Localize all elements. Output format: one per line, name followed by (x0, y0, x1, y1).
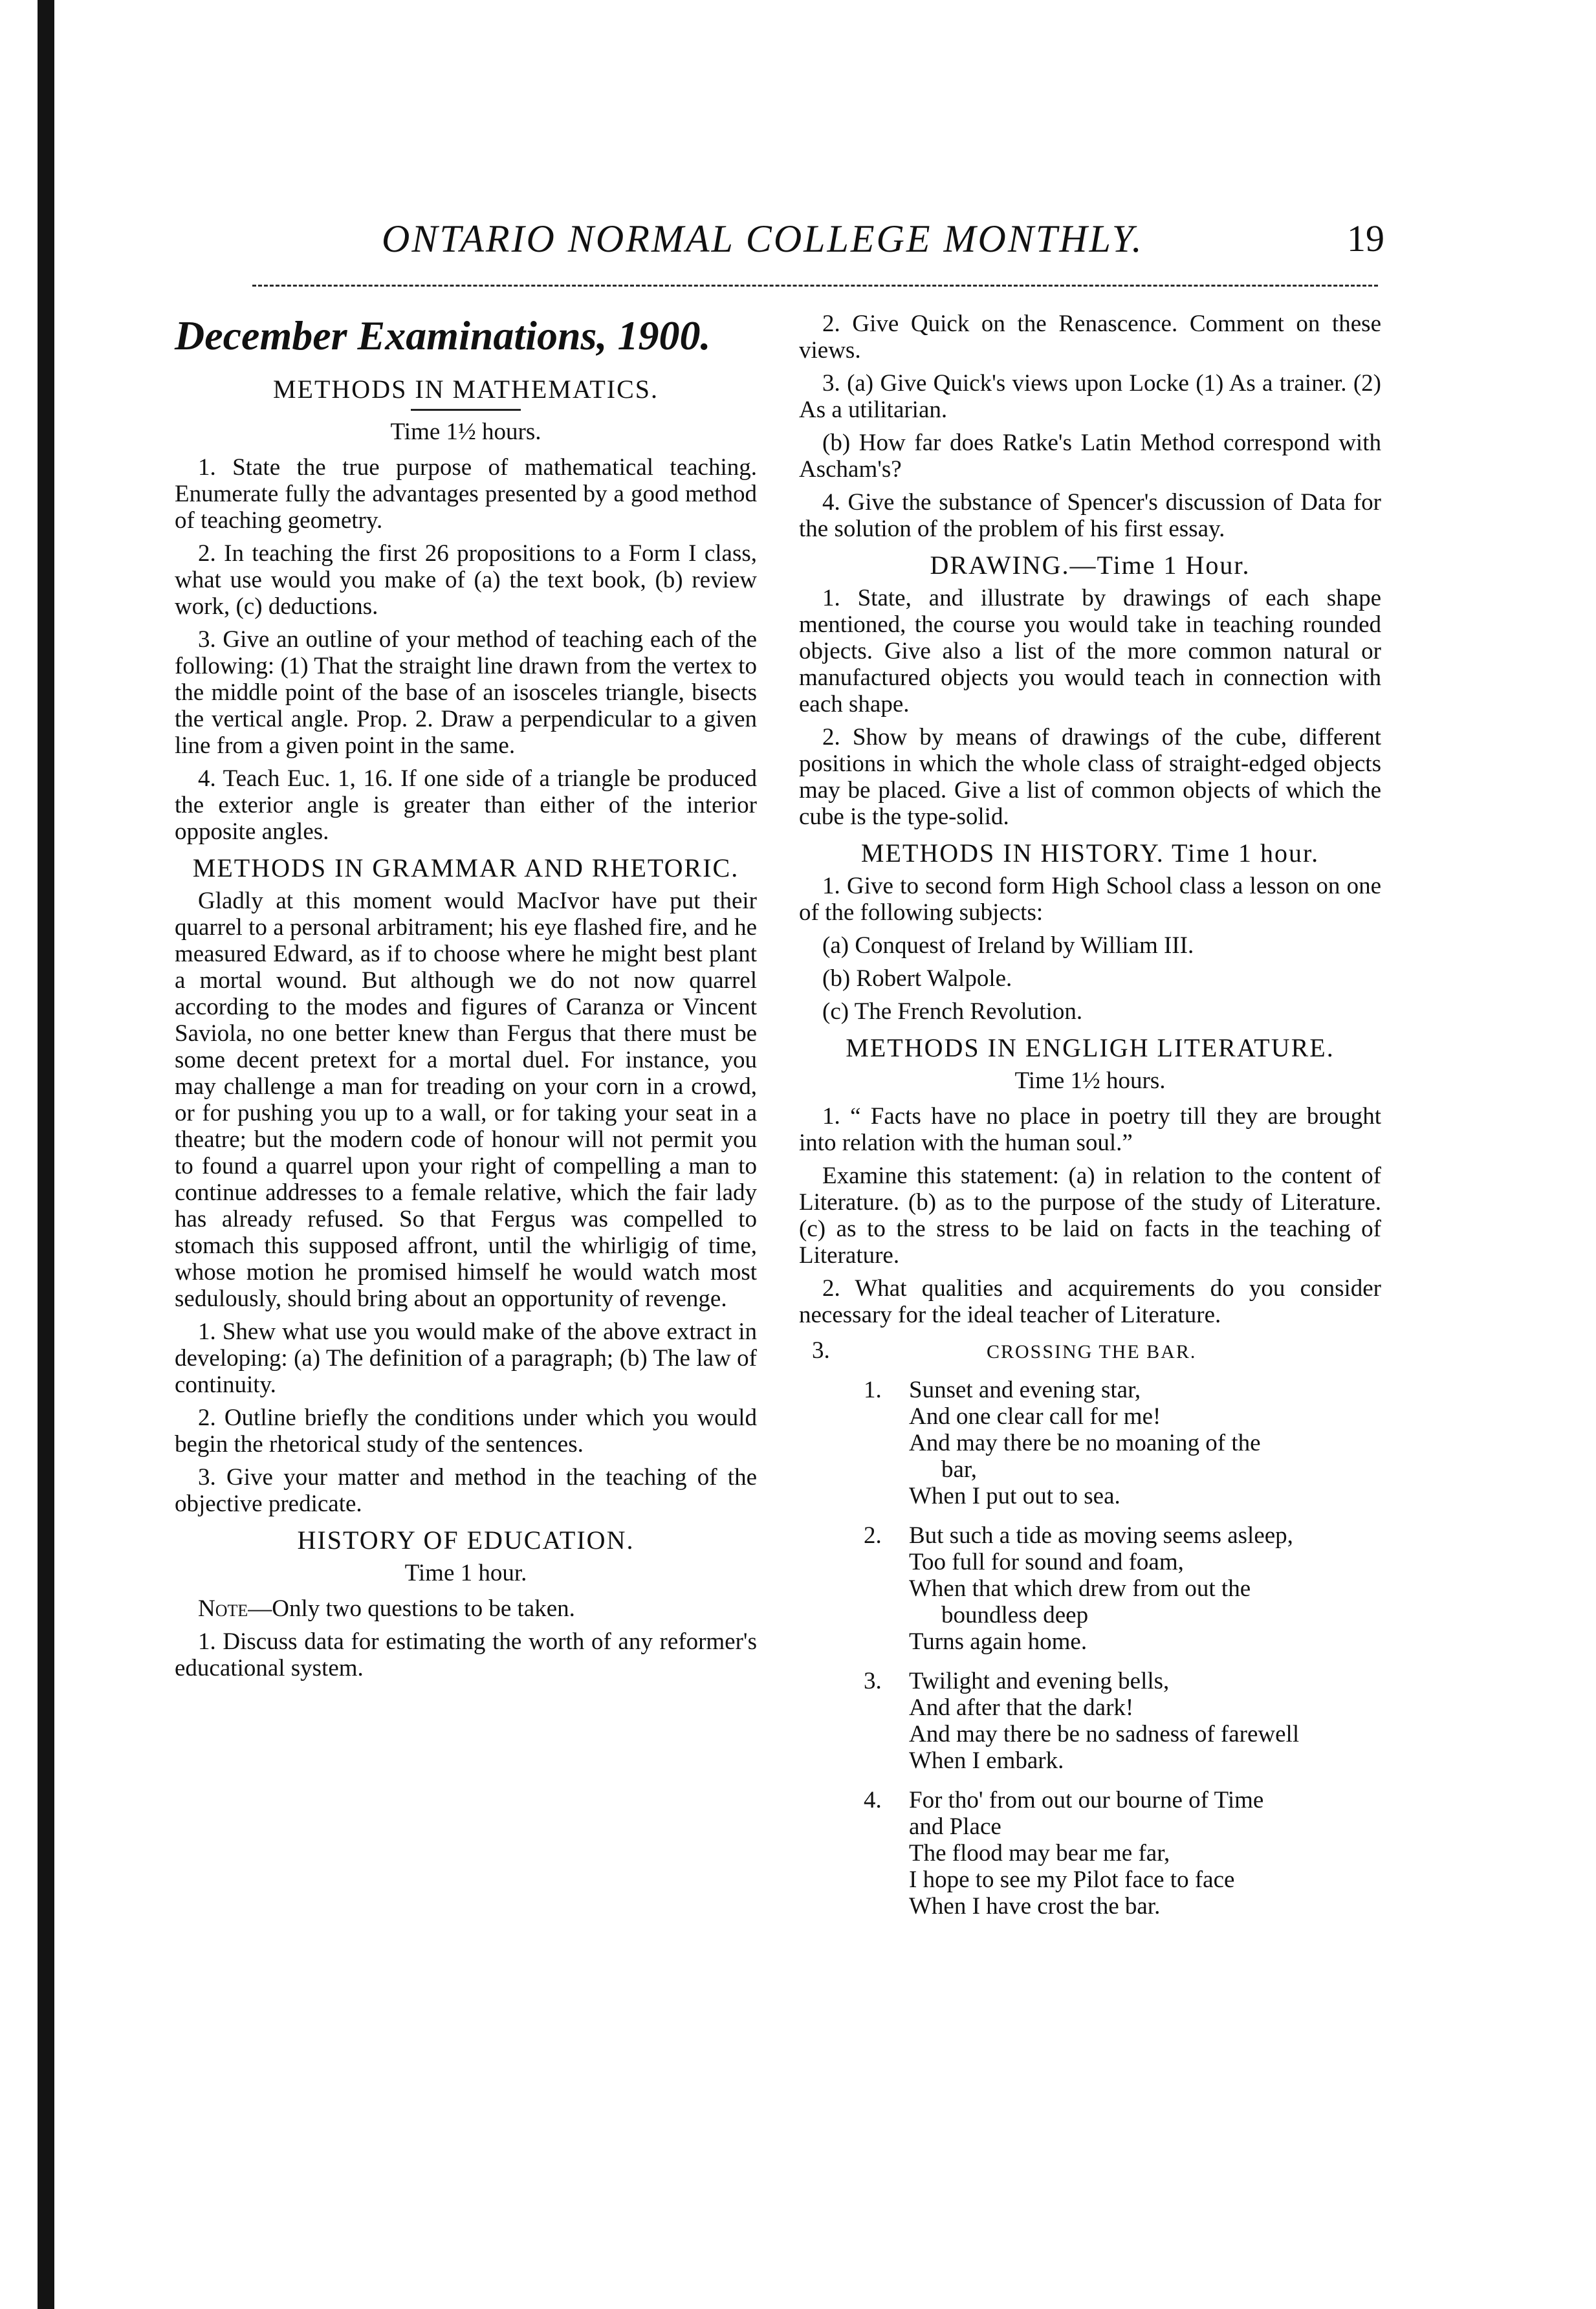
poem-line (864, 1787, 1381, 1813)
poem-line: When I have crost the bar. (909, 1893, 1161, 1920)
question: 4. Teach Euc. 1, 16. If one side of a triangle be produced the exterior angle is greater than either of the interior opposite angles. (175, 765, 757, 845)
exam-note (175, 1595, 757, 1622)
poem-line (864, 1668, 1381, 1694)
section-heading-literature: METHODS IN ENGLIGH LITERATURE. (846, 1033, 1335, 1062)
header-rule (252, 285, 1378, 287)
sub-option: (b) Robert Walpole. (822, 965, 1012, 992)
poem-stanza (799, 1522, 1381, 1655)
question: 1. State the true purpose of mathematical teaching. Enumerate fully the advantages presented by a good method of teaching geometry. (175, 454, 757, 534)
question: 3. Give an outline of your method of teaching each of the following: (1) That the straight line drawn from the vertex to the middle point of the base of an isosceles triangle, bisects the vertical angle. Prop. 2. Draw a perpendicular to a given line from a given point in the same. (175, 626, 757, 759)
question: 3. Give your matter and method in the teaching of the objective predicate. (175, 1464, 757, 1517)
stanza-number: 1. (864, 1377, 882, 1403)
poem-line-text: Sunset and evening star, (909, 1377, 1141, 1403)
poem-line (864, 1522, 1381, 1549)
poem-line: bar, (941, 1456, 978, 1483)
poem-heading (799, 1337, 1381, 1365)
poem-line: boundless deep (941, 1602, 1089, 1628)
question: 1. Shew what use you would make of the above extract in developing: (a) The definition of a paragraph; (b) The law of continuity. (175, 1319, 757, 1398)
question: 2. Outline briefly the conditions under which you would begin the rhetorical study of the sentences. (175, 1405, 757, 1458)
section-heading-drawing: DRAWING.—Time 1 Hour. (930, 551, 1251, 580)
question: 2. What qualities and acquirements do you consider necessary for the ideal teacher of Literature. (799, 1275, 1381, 1328)
poem-title: CROSSING THE BAR. (987, 1341, 1197, 1362)
stanza-number: 4. (864, 1787, 882, 1813)
question: 1. State, and illustrate by drawings of each shape mentioned, the course you would take in teaching rounded objects. Give also a list of the more common natural or manufactured objects you would teach in connection with each shape. (799, 585, 1381, 717)
extract-passage: Gladly at this moment would MacIvor have put their quarrel to a personal arbitrament; his eye flashed fire, and he measured Edward, as if to choose where he might best plant a mortal wound. But although we do not now quarrel according to the modes and figures of Caranza or Vincent Saviola, no one better knew than Fergus that there must be some decent pretext for a mortal duel. For instance, you may challenge a man for treading on your corn in a crowd, or for pushing you up to a wall, or for taking your seat in a theatre; but the modern code of honour will not permit you to found a quarrel upon your right of compelling a man to continue addresses to a female relative, which the fair lady has already refused. So that Fergus was compelled to stomach this supposed affront, until the whirligig of time, whose motion he promised himself he would watch most sedulously, should bring about an opportunity of revenge. (175, 888, 757, 1312)
page-header (382, 217, 1404, 275)
question: 1. “ Facts have no place in poetry till they are brought into relation with the human soul.” (799, 1103, 1381, 1156)
question: 3. (a) Give Quick's views upon Locke (1) As a trainer. (2) As a utilitarian. (799, 370, 1381, 423)
poem-line: The flood may bear me far, (909, 1840, 1170, 1866)
section-heading-history-of-education: HISTORY OF EDUCATION. (297, 1526, 635, 1555)
section-heading-mathematics: METHODS IN MATHEMATICS. (272, 375, 659, 404)
poem-stanza (799, 1787, 1381, 1920)
poem-stanza (799, 1377, 1381, 1509)
section-time: Time 1 hour. (404, 1560, 527, 1586)
question: 2. Show by means of drawings of the cube, different positions in which the whole class of straight-edged objects may be placed. Give a list of common objects of which the cube is the type-solid. (799, 724, 1381, 830)
stanza-number: 2. (864, 1522, 882, 1549)
sub-option: (a) Conquest of Ireland by William III. (822, 932, 1194, 959)
poem-line-text: Twilight and evening bells, (909, 1668, 1170, 1694)
poem-line: When I put out to sea. (909, 1483, 1120, 1509)
poem-line: And may there be no moaning of the (909, 1430, 1261, 1456)
question: (b) How far does Ratke's Latin Method correspond with Ascham's? (799, 430, 1381, 483)
page-number: 19 (1347, 217, 1384, 259)
poem-line (864, 1377, 1381, 1403)
section-time: Time 1½ hours. (390, 419, 541, 445)
poem-line: I hope to see my Pilot face to face (909, 1866, 1235, 1893)
question: 4. Give the substance of Spencer's discussion of Data for the solution of the problem of his first essay. (799, 489, 1381, 542)
poem-line-text: For tho' from out our bourne of Time (909, 1787, 1264, 1813)
stanza-number: 3. (864, 1668, 882, 1694)
note-text: —Only two questions to be taken. (248, 1595, 575, 1622)
poem-line-text: But such a tide as moving seems asleep, (909, 1522, 1293, 1549)
poem-line: When I embark. (909, 1747, 1064, 1774)
question: 1. Give to second form High School class a lesson on one of the following subjects: (799, 873, 1381, 926)
poem-line: Too full for sound and foam, (909, 1549, 1184, 1575)
question: 2. In teaching the first 26 propositions to a Form I class, what use would you make of (a) the text book, (b) review work, (c) deductions. (175, 540, 757, 620)
question-detail: Examine this statement: (a) in relation to the content of Literature. (b) as to the purpose of the study of Literature. (c) as to the stress to be laid on facts in the teaching of Literature. (799, 1163, 1381, 1269)
poem-line: And one clear call for me! (909, 1403, 1161, 1430)
section-heading-history: METHODS IN HISTORY. Time 1 hour. (860, 838, 1320, 868)
section-heading-grammar: METHODS IN GRAMMAR AND RHETORIC. (192, 853, 739, 882)
page-spine-shadow (38, 0, 54, 2309)
poem-line: And after that the dark! (909, 1694, 1134, 1721)
poem-stanza (799, 1668, 1381, 1774)
running-head: ONTARIO NORMAL COLLEGE MONTHLY. (382, 217, 1144, 260)
right-column (799, 311, 1381, 1932)
question: 1. Discuss data for estimating the worth of any reformer's educational system. (175, 1628, 757, 1681)
poem-line: Turns again home. (909, 1628, 1088, 1655)
left-column (175, 311, 757, 1688)
sub-option: (c) The French Revolution. (822, 998, 1083, 1025)
question-number: 3. (812, 1337, 830, 1364)
note-label: Note (198, 1595, 248, 1622)
page-title: December Examinations, 1900. (175, 312, 711, 358)
poem-line: and Place (909, 1813, 1001, 1840)
section-time: Time 1½ hours. (1014, 1067, 1166, 1094)
heading-rule (411, 409, 521, 411)
poem-line: When that which drew from out the (909, 1575, 1251, 1602)
question: 2. Give Quick on the Renascence. Comment on these views. (799, 311, 1381, 364)
poem-line: And may there be no sadness of farewell (909, 1721, 1300, 1747)
